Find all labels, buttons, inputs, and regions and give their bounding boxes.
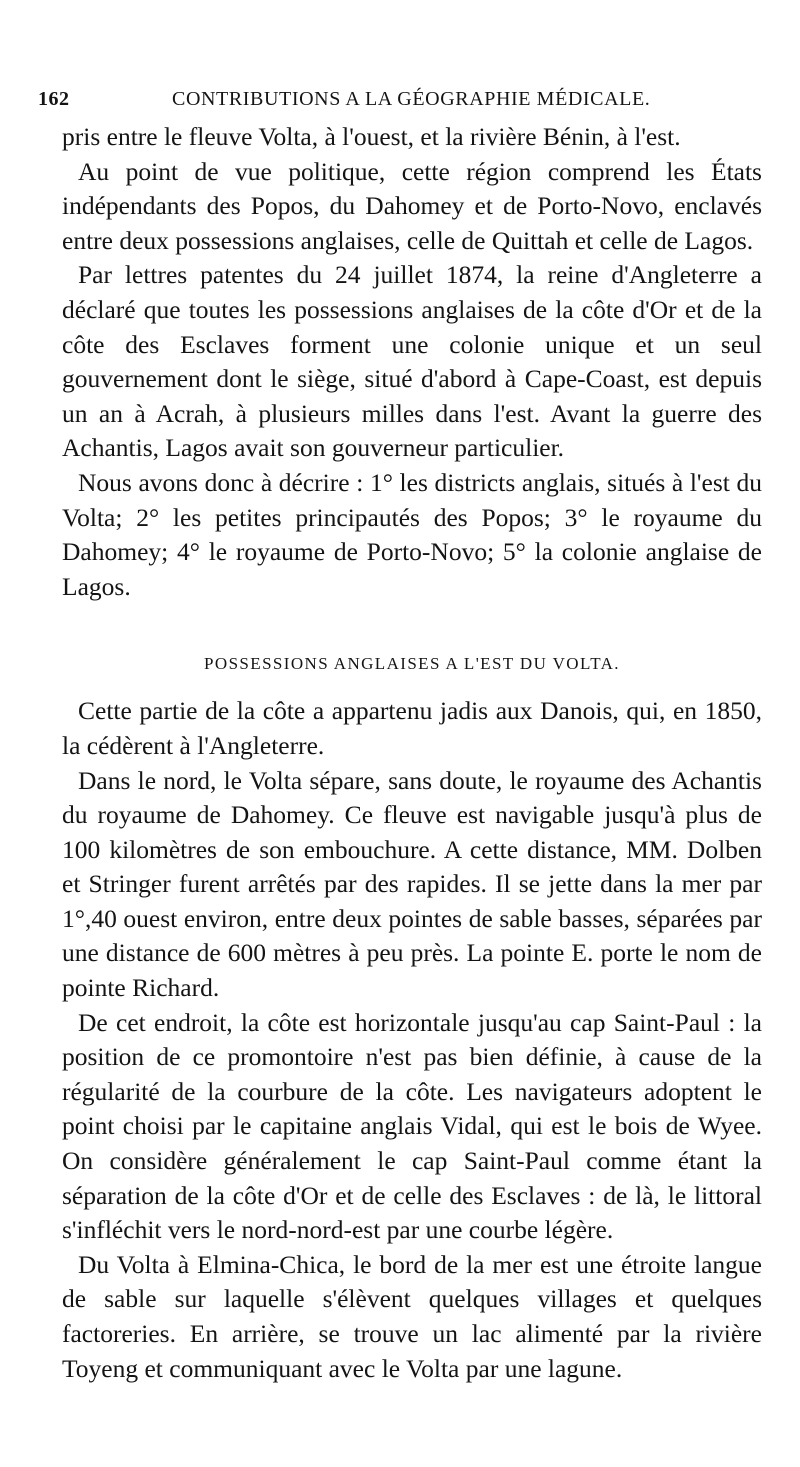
body-text	[62, 120, 762, 1386]
paragraph: Du Volta à Elmina-Chica, le bord de la mer est une étroite langue de sable sur laquelle s'élèvent quelques villages et quelques factoreries. En arrière, se trouve un lac alimenté par la rivière Toyeng et communiquant avec le Volta par une lagune.	[62, 1249, 762, 1383]
paragraph: Au point de vue politique, cette région comprend les États indépendants des Popos, du Dahomey et de Porto-Novo, enclavés entre deux possessions anglaises, celle de Quittah et celle de Lagos.	[62, 156, 762, 255]
paragraph: Nous avons donc à décrire : 1° les districts anglais, situés à l'est du Volta; 2° les petites principautés des Popos; 3° le royaume du Dahomey; 4° le royaume de Porto-Novo; 5° la colonie anglaise de Lagos.	[62, 467, 762, 601]
paragraph: Par lettres patentes du 24 juillet 1874, la reine d'Angleterre a déclaré que toutes les possessions anglaises de la côte d'Or et de la côte des Esclaves forment une colonie unique et un seul gouvernement dont le siège, situé d'abord à Cape-Coast, est depuis un an à Acrah, à plusieurs milles dans l'est. Avant la guerre des Achantis, Lagos avait son gouverneur particulier.	[62, 260, 762, 463]
paragraph: Dans le nord, le Volta sépare, sans doute, le royaume des Achantis du royaume de Dahomey. Ce fleuve est navigable jusqu'à plus de 100 kilomètres de son embouchure. A cette distance, MM. Dolben et Stringer furent arrêtés par des rapides. Il se jette dans la mer par 1°,40 ouest environ, entre deux pointes de sable basses, séparées par une distance de 600 mètres à peu près. La pointe E. porte le nom de pointe Richard.	[62, 765, 762, 1003]
paragraph: De cet endroit, la côte est horizontale jusqu'au cap Saint-Paul : la position de ce promontoire n'est pas bien définie, à cause de la régularité de la courbure de la côte. Les navigateurs adoptent le point choisi par le capitaine anglais Vidal, qui est le bois de Wyee. On considère généralement le cap Saint-Paul comme étant la séparation de la côte d'Or et de celle des Esclaves : de là, le littoral s'infléchit vers le nord-nord-est par une courbe légère.	[62, 1007, 762, 1245]
section-heading: POSSESSIONS ANGLAISES A L'EST DU VOLTA.	[204, 654, 620, 674]
running-head-title: CONTRIBUTIONS A LA GÉOGRAPHIE MÉDICALE.	[172, 88, 651, 110]
page-number: 162	[38, 88, 70, 110]
running-head	[38, 88, 762, 120]
paragraph: pris entre le fleuve Volta, à l'ouest, et la rivière Bénin, à l'est.	[62, 122, 681, 151]
paragraph: Cette partie de la côte a appartenu jadis aux Danois, qui, en 1850, la cédèrent à l'Angleterre.	[62, 696, 762, 760]
book-page	[38, 88, 762, 1448]
